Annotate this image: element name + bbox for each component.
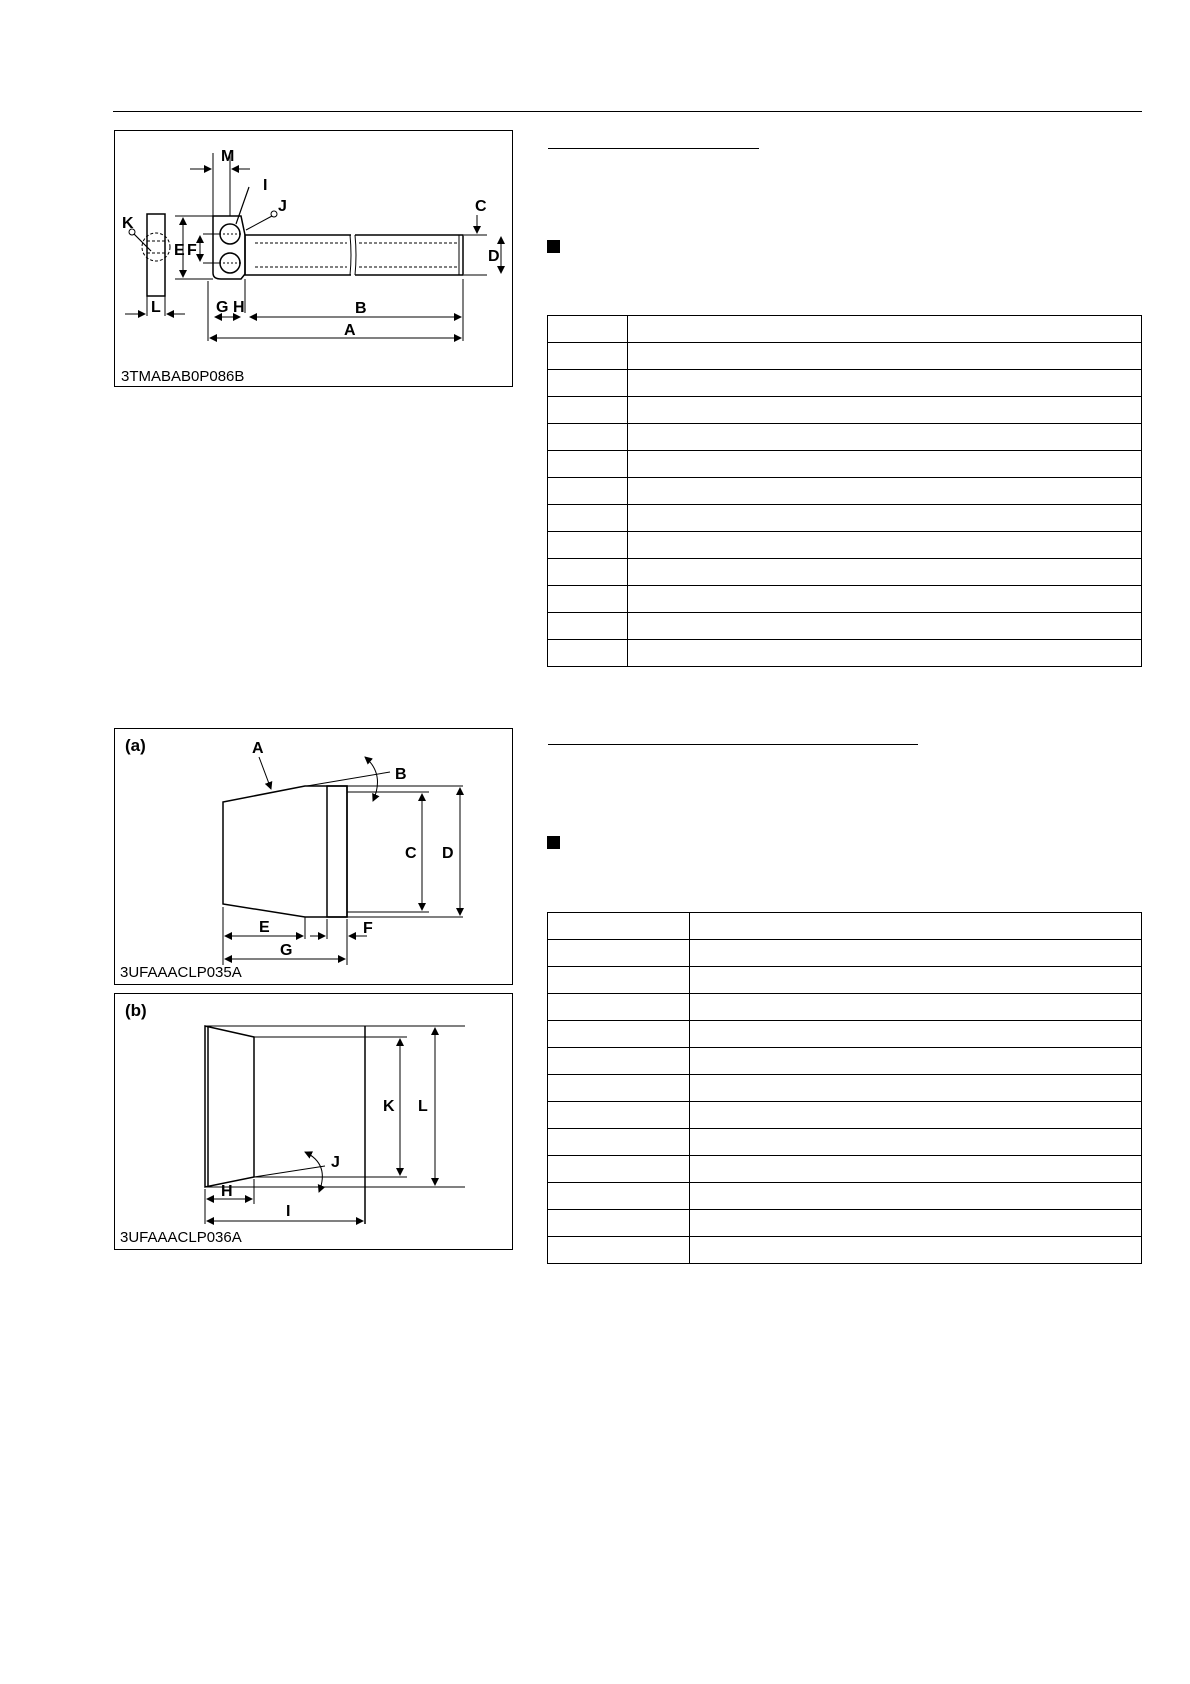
label-K: K bbox=[122, 215, 134, 232]
table-cell bbox=[690, 1183, 1142, 1210]
table-row bbox=[548, 451, 1142, 478]
label-I: I bbox=[286, 1203, 291, 1220]
label-B: B bbox=[395, 766, 407, 783]
figure-bushing-a bbox=[114, 728, 513, 985]
section2-bullet bbox=[547, 836, 560, 849]
table-row bbox=[548, 613, 1142, 640]
label-H: H bbox=[233, 299, 245, 316]
table-row bbox=[548, 1210, 1142, 1237]
table-cell bbox=[690, 1129, 1142, 1156]
table-cell bbox=[548, 478, 628, 505]
table-row bbox=[548, 640, 1142, 667]
label-E: E bbox=[174, 242, 185, 259]
label-G: G bbox=[216, 299, 229, 316]
table-row bbox=[548, 1237, 1142, 1264]
label-J: J bbox=[278, 198, 287, 215]
table-cell bbox=[548, 640, 628, 667]
table-cell bbox=[548, 397, 628, 424]
table-cell bbox=[548, 1129, 690, 1156]
label-M: M bbox=[221, 148, 235, 165]
table-cell bbox=[628, 424, 1142, 451]
label-H: H bbox=[221, 1183, 233, 1200]
table-cell bbox=[548, 532, 628, 559]
table-row bbox=[548, 505, 1142, 532]
label-C: C bbox=[405, 845, 417, 862]
table-row bbox=[548, 478, 1142, 505]
table-cell bbox=[690, 940, 1142, 967]
label-D: D bbox=[488, 248, 500, 265]
table-cell bbox=[548, 613, 628, 640]
table-cell bbox=[628, 613, 1142, 640]
table-cell bbox=[548, 316, 628, 343]
table-row bbox=[548, 1102, 1142, 1129]
label-L: L bbox=[151, 299, 161, 316]
table-cell bbox=[548, 451, 628, 478]
figure-code: 3UFAAACLP035A bbox=[120, 964, 242, 981]
table-cell bbox=[690, 1048, 1142, 1075]
table-row bbox=[548, 1048, 1142, 1075]
label-A: A bbox=[252, 740, 264, 757]
table-cell bbox=[548, 1048, 690, 1075]
table-cell bbox=[548, 967, 690, 994]
label-J: J bbox=[331, 1154, 340, 1171]
table-row bbox=[548, 316, 1142, 343]
table-cell bbox=[628, 559, 1142, 586]
table-row bbox=[548, 559, 1142, 586]
table-row bbox=[548, 343, 1142, 370]
spec-table-1 bbox=[547, 315, 1142, 667]
label-E: E bbox=[259, 919, 270, 936]
figure-tag-a: (a) bbox=[125, 736, 146, 755]
table-row bbox=[548, 1021, 1142, 1048]
table-row bbox=[548, 1129, 1142, 1156]
label-B: B bbox=[355, 300, 367, 317]
figure-tag-b: (b) bbox=[125, 1001, 147, 1020]
table-cell bbox=[548, 1237, 690, 1264]
table-row bbox=[548, 994, 1142, 1021]
figure-code: 3TMABAB0P086B bbox=[121, 368, 245, 385]
table-cell bbox=[628, 505, 1142, 532]
table-cell bbox=[548, 505, 628, 532]
table-cell bbox=[628, 316, 1142, 343]
table-cell bbox=[628, 478, 1142, 505]
table-cell bbox=[690, 913, 1142, 940]
tie-rod-drawing bbox=[115, 131, 514, 388]
table-row bbox=[548, 586, 1142, 613]
table-cell bbox=[690, 967, 1142, 994]
table-cell bbox=[628, 397, 1142, 424]
table-cell bbox=[548, 1183, 690, 1210]
table-cell bbox=[628, 370, 1142, 397]
label-G: G bbox=[280, 942, 293, 959]
label-I: I bbox=[263, 177, 268, 194]
table-row bbox=[548, 1183, 1142, 1210]
label-F: F bbox=[187, 242, 197, 259]
table-cell bbox=[690, 1156, 1142, 1183]
table-cell bbox=[548, 1210, 690, 1237]
label-A: A bbox=[344, 322, 356, 339]
table-row bbox=[548, 913, 1142, 940]
table-cell bbox=[548, 586, 628, 613]
table-cell bbox=[690, 1102, 1142, 1129]
page-top-rule bbox=[113, 111, 1142, 112]
label-F: F bbox=[363, 920, 373, 937]
table-cell bbox=[548, 370, 628, 397]
table-row bbox=[548, 940, 1142, 967]
label-K: K bbox=[383, 1098, 395, 1115]
table-cell bbox=[628, 586, 1142, 613]
table-cell bbox=[548, 913, 690, 940]
table-cell bbox=[690, 994, 1142, 1021]
table-cell bbox=[548, 424, 628, 451]
table-cell bbox=[548, 940, 690, 967]
table-cell bbox=[690, 1210, 1142, 1237]
table-cell bbox=[548, 1075, 690, 1102]
table-cell bbox=[548, 559, 628, 586]
table-cell bbox=[548, 994, 690, 1021]
table-cell bbox=[690, 1237, 1142, 1264]
table-row bbox=[548, 397, 1142, 424]
table-row bbox=[548, 967, 1142, 994]
table-row bbox=[548, 370, 1142, 397]
figure-tie-rod bbox=[114, 130, 513, 387]
table-cell bbox=[548, 343, 628, 370]
section2-heading-underline bbox=[548, 744, 918, 745]
table-cell bbox=[628, 343, 1142, 370]
label-L: L bbox=[418, 1098, 428, 1115]
section1-bullet bbox=[547, 240, 560, 253]
bushing-b-drawing bbox=[115, 994, 514, 1251]
table-cell bbox=[628, 640, 1142, 667]
table-row bbox=[548, 424, 1142, 451]
figure-bushing-b bbox=[114, 993, 513, 1250]
table-cell bbox=[690, 1075, 1142, 1102]
table-row bbox=[548, 1075, 1142, 1102]
table-cell bbox=[628, 451, 1142, 478]
label-D: D bbox=[442, 845, 454, 862]
table-row bbox=[548, 532, 1142, 559]
table-cell bbox=[548, 1021, 690, 1048]
figure-code: 3UFAAACLP036A bbox=[120, 1229, 242, 1246]
table-cell bbox=[690, 1021, 1142, 1048]
label-C: C bbox=[475, 198, 487, 215]
table-cell bbox=[548, 1156, 690, 1183]
spec-table-2 bbox=[547, 912, 1142, 1264]
section1-heading-underline bbox=[548, 148, 759, 149]
table-cell bbox=[628, 532, 1142, 559]
table-cell bbox=[548, 1102, 690, 1129]
bushing-a-drawing bbox=[115, 729, 514, 986]
table-row bbox=[548, 1156, 1142, 1183]
